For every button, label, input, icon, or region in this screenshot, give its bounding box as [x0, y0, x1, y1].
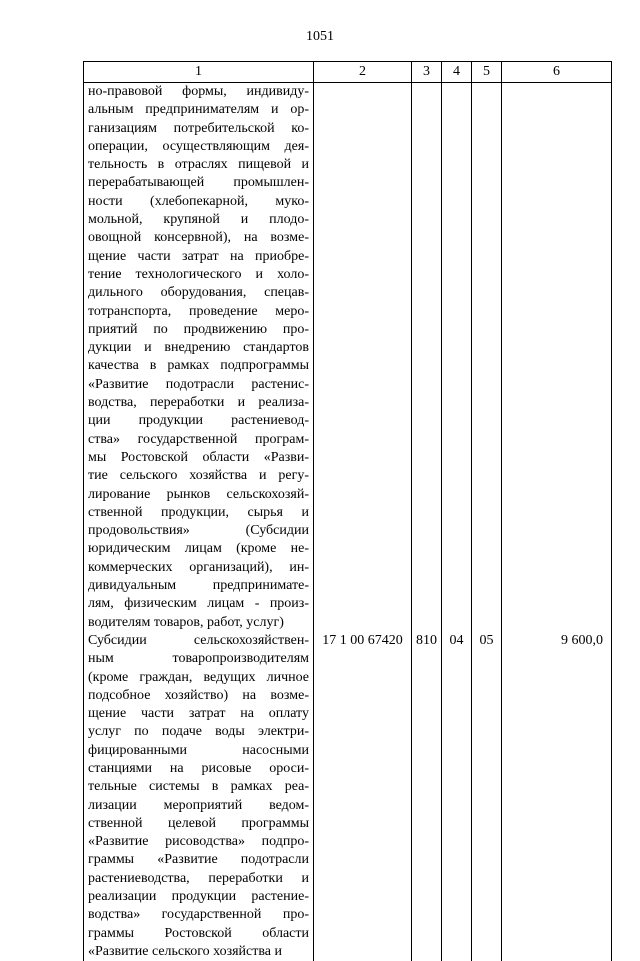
description-line: лизации мероприятий ведом-	[88, 797, 309, 813]
description-line: дукции и внедрению стандартов	[88, 340, 309, 356]
description-line: ственной продукции, сырья и	[88, 504, 309, 520]
column-header-6: 6	[502, 62, 612, 83]
row-col5: 05	[472, 632, 502, 961]
description-line: граммы Ростовской области	[88, 925, 309, 941]
description-line: «Развитие рисоводства» подпро-	[88, 834, 309, 850]
column-header-5: 5	[472, 62, 502, 83]
row-description	[84, 83, 314, 632]
row-amount: 9 600,0	[502, 632, 612, 961]
description-line: ным товаропроизводителям	[88, 651, 309, 667]
column-header-4: 4	[442, 62, 472, 83]
description-line: «Развитие сельского хозяйства и	[88, 943, 283, 959]
description-line: ции продукции растениевод-	[88, 413, 309, 429]
description-line: ности (хлебопекарной, муко-	[88, 193, 309, 209]
description-line: перерабатывающей промышлен-	[88, 175, 309, 191]
description-line: водителям товаров, работ, услуг)	[88, 614, 284, 630]
table-row	[84, 83, 612, 632]
description-line: мы Ростовской области «Разви-	[88, 449, 309, 465]
description-line: щение части затрат на приобре-	[88, 248, 309, 264]
page-number: 1051	[306, 29, 334, 44]
row-col4	[442, 83, 472, 632]
description-line: Субсидии сельскохозяйствен-	[88, 632, 309, 648]
description-line: дивидуальным предпринимате-	[88, 578, 309, 594]
row-amount	[502, 83, 612, 632]
description-line: щение части затрат на оплату	[88, 706, 309, 722]
description-line: продовольствия» (Субсидии	[88, 523, 309, 539]
description-line: дильного оборудования, спецав-	[88, 285, 309, 301]
column-header-2: 2	[314, 62, 412, 83]
description-line: юридическим лицам (кроме не-	[88, 541, 309, 557]
description-line: тельные системы в рамках реа-	[88, 779, 309, 795]
row-col3: 810	[412, 632, 442, 961]
description-line: приятий по продвижению про-	[88, 321, 309, 337]
description-line: подсобное хозяйство) на возме-	[88, 687, 309, 703]
description-line: но-правовой формы, индивиду-	[88, 84, 309, 99]
description-line: (кроме граждан, ведущих личное	[88, 669, 309, 685]
column-header-3: 3	[412, 62, 442, 83]
description-line: ства» государственной програм-	[88, 431, 309, 447]
row-code	[314, 83, 412, 632]
budget-table	[83, 61, 612, 961]
description-line: тение технологического и холо-	[88, 266, 309, 282]
description-line: фицированными насосными	[88, 742, 309, 758]
row-description	[84, 632, 314, 961]
description-line: мольной, крупяной и плодо-	[88, 212, 309, 228]
description-line: граммы «Развитие подотрасли	[88, 852, 309, 868]
row-col4: 04	[442, 632, 472, 961]
description-line: реализации продукции растение-	[88, 889, 309, 905]
table-row	[84, 632, 612, 961]
description-line: овощной консервной), на возме-	[88, 230, 309, 246]
table-header-row	[84, 62, 612, 83]
description-line: лирование рынков сельскохозяй-	[88, 486, 309, 502]
description-line: коммерческих организаций), ин-	[88, 559, 309, 575]
description-line: растениеводства, переработки и	[88, 870, 309, 886]
description-line: ственной целевой программы	[88, 815, 309, 831]
description-line: тельность в отраслях пищевой и	[88, 157, 309, 173]
description-line: операции, осуществляющим дея-	[88, 138, 309, 154]
description-line: лям, физическим лицам - произ-	[88, 596, 309, 612]
description-line: альным предпринимателям и ор-	[88, 102, 309, 118]
description-line: водства» государственной про-	[88, 907, 309, 923]
row-code: 17 1 00 67420	[314, 632, 412, 961]
description-line: водства, переработки и реализа-	[88, 395, 309, 411]
description-line: услуг по подаче воды электри-	[88, 724, 309, 740]
row-col3	[412, 83, 442, 632]
description-line: тие сельского хозяйства и регу-	[88, 468, 309, 484]
description-line: качества в рамках подпрограммы	[88, 358, 309, 374]
description-line: тотранспорта, проведение меро-	[88, 303, 309, 319]
description-line: «Развитие подотрасли растенис-	[88, 376, 309, 392]
column-header-1: 1	[84, 62, 314, 83]
row-col5	[472, 83, 502, 632]
description-line: ганизациям потребительской ко-	[88, 120, 309, 136]
description-line: станциями на рисовые ороси-	[88, 760, 309, 776]
